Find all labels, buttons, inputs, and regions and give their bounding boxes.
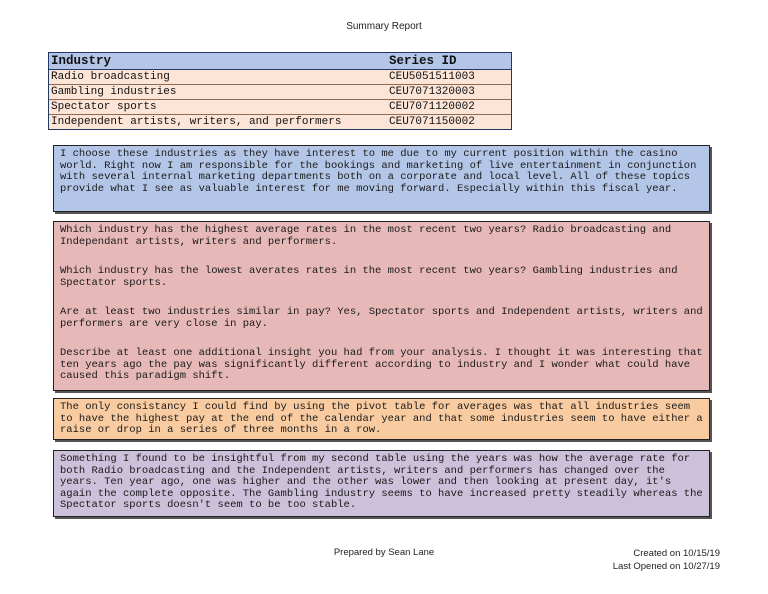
pivot-text: The only consistancy I could find by using the pivot table for averages was that all industries seem to have the highest pay at the end of the calendar year and that some industries seem to have either a raise or drop in a series of three months in a row. — [60, 401, 703, 436]
column-header-industry: Industry — [51, 54, 112, 68]
industry-cell: Radio broadcasting — [51, 71, 170, 83]
intro-text: I choose these industries as they have interest to me due to my current position within the casino world. Right now I am responsible for the bookings and marketing of live entertainment in conjunction with several internal marketing departments both on a corporate and local level. All of these topics provide what I see as valuable interest for me moving forward. Especially within this fiscal year. — [60, 148, 697, 195]
report-title: Summary Report — [346, 21, 422, 32]
table-row — [49, 115, 511, 129]
series-id-cell: CEU5051511003 — [389, 71, 475, 83]
table-row — [49, 70, 511, 85]
question-answer: Are at least two industries similar in pay? Yes, Spectator sports and Independent artists, writers and performers are very close in pay. — [60, 306, 703, 330]
second-table-text-box — [53, 450, 710, 517]
second-table-text: Something I found to be insightful from my second table using the years was how the average rate for both Radio broadcasting and the Independent artists, writers and performers has changed over the years. Ten year ago, one was higher and the other was lower and then looking at present day, it's again the complete opposite. The Gambling industry seems to have increased pretty steadily whereas the Spectator sports doesn't seem to be too stable. — [60, 453, 703, 511]
series-id-cell: CEU7071120002 — [389, 101, 475, 113]
last-opened: Last Opened on 10/27/19 — [612, 561, 720, 572]
series-id-cell: CEU7071320003 — [389, 86, 475, 98]
question-answer: Describe at least one additional insight you had from your analysis. I thought it was interesting that ten years ago the pay was significantly different according to industry and I wonder what could have caused this paradigm shift. — [60, 347, 703, 382]
industry-table — [48, 52, 512, 130]
table-header-row — [49, 53, 511, 70]
industry-cell: Gambling industries — [51, 86, 177, 98]
industry-cell: Spectator sports — [51, 101, 157, 113]
prepared-by: Prepared by Sean Lane — [333, 547, 435, 558]
table-row — [49, 100, 511, 115]
pivot-text-box — [53, 398, 710, 440]
column-header-series-id: Series ID — [389, 54, 457, 68]
footer-dates — [613, 547, 720, 573]
industry-cell: Independent artists, writers, and performers — [51, 116, 342, 128]
series-id-cell: CEU7071150002 — [389, 116, 475, 128]
questions-text-box — [53, 221, 710, 391]
question-answer: Which industry has the lowest averates rates in the most recent two years? Gambling industries and Spectator sports. — [60, 265, 678, 289]
table-row — [49, 85, 511, 100]
intro-text-box — [53, 145, 710, 212]
created-on: Created on 10/15/19 — [633, 548, 720, 559]
question-answer: Which industry has the highest average rates in the most recent two years? Radio broadcasting and Independant artists, writers and performers. — [60, 224, 672, 248]
